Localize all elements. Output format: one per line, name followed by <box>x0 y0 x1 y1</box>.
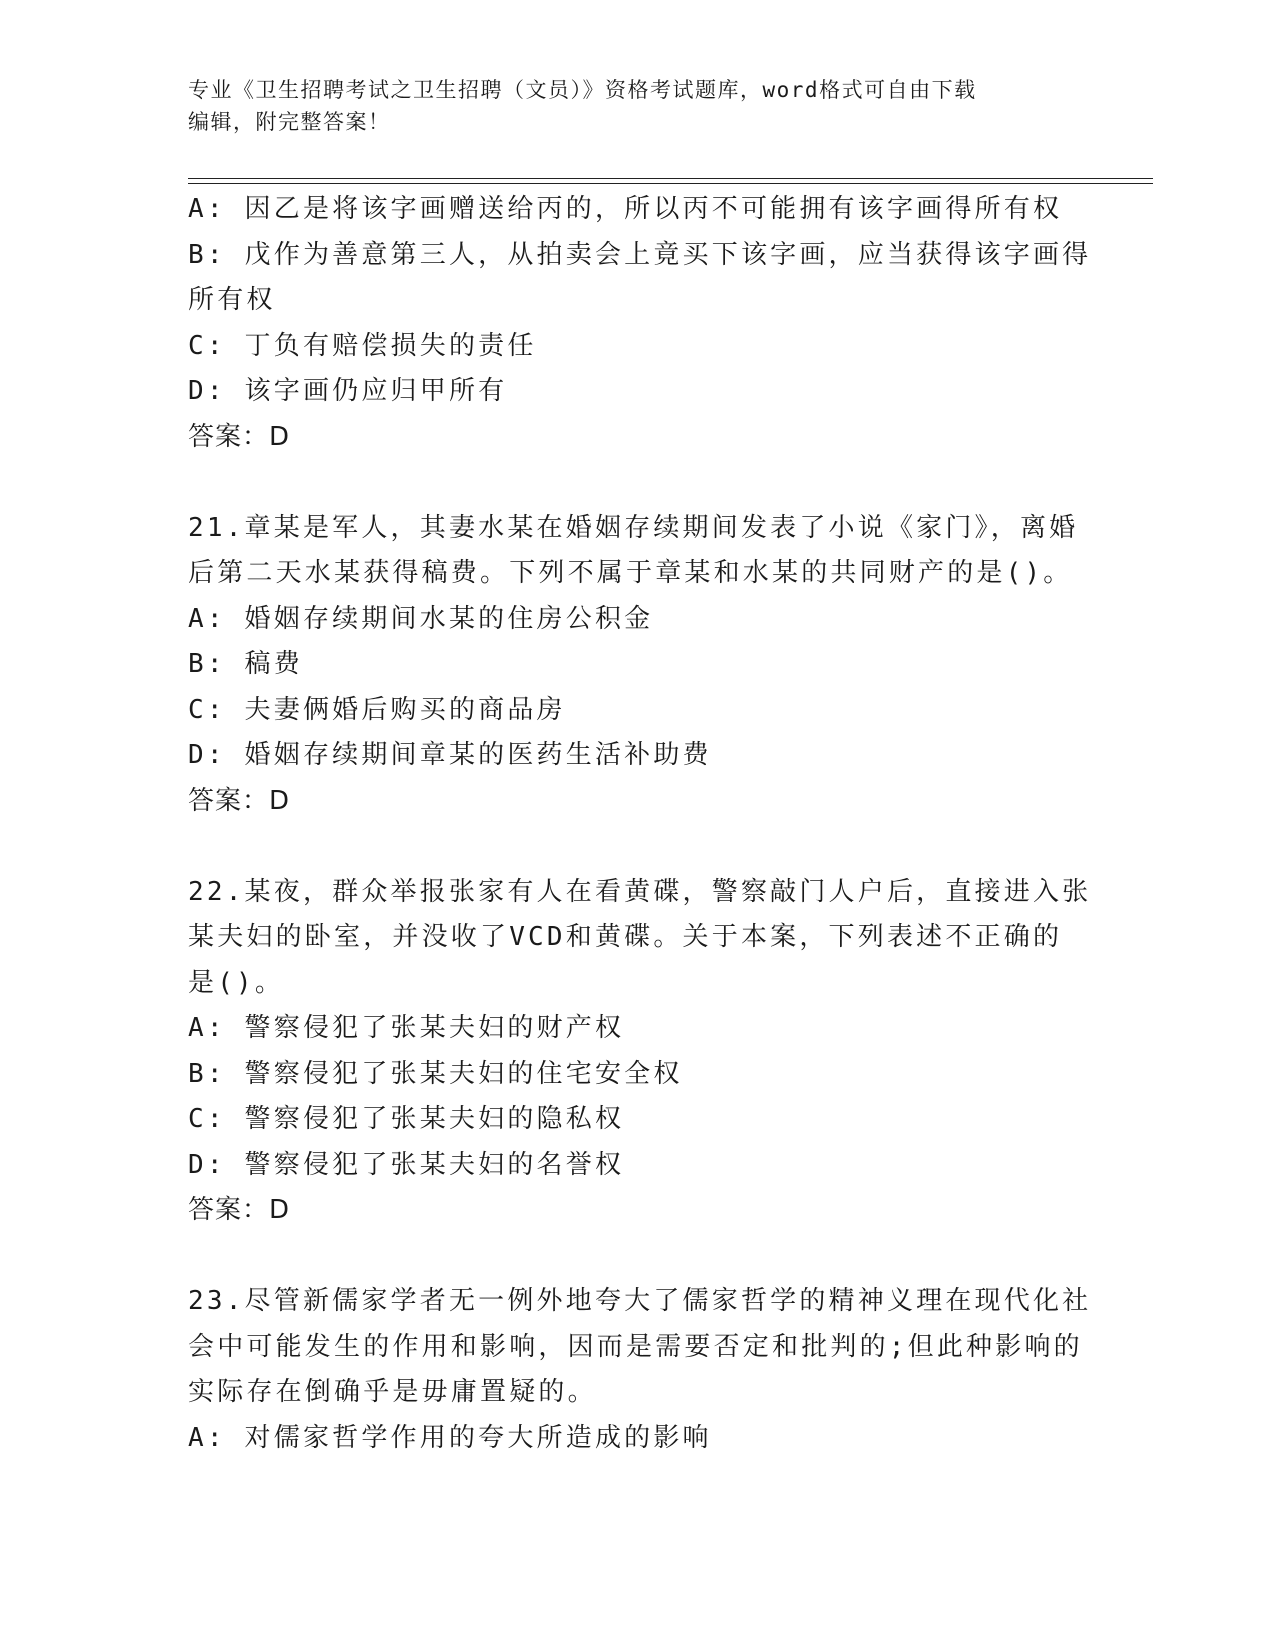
question-stem-line-1: 23.尽管新儒家学者无一例外地夸大了儒家哲学的精神义理在现代化社 <box>188 1286 1092 1316</box>
option-b: B: 警察侵犯了张某夫妇的住宅安全权 <box>188 1058 683 1089</box>
option-a: A: 警察侵犯了张某夫妇的财产权 <box>188 1013 625 1043</box>
option-c: C: 警察侵犯了张某夫妇的隐私权 <box>188 1104 625 1134</box>
option-a: A: 婚姻存续期间水某的住房公积金 <box>188 603 654 634</box>
document-header <box>188 74 1088 138</box>
question-stem-line-1: 21.章某是军人，其妻水某在婚姻存续期间发表了小说《家门》，离婚 <box>188 512 1079 543</box>
option-b: B: 稿费 <box>188 649 303 679</box>
header-divider-bottom <box>188 183 1153 184</box>
spacer <box>188 1234 1088 1280</box>
option-d: D: 警察侵犯了张某夫妇的名誉权 <box>188 1149 625 1180</box>
document-body <box>188 187 1092 1461</box>
question-stem-line-1: 22.某夜，群众举报张家有人在看黄碟，警察敲门人户后，直接进入张 <box>188 876 1092 907</box>
question-stem-line-3: 是()。 <box>188 967 285 998</box>
question-22-block <box>188 870 1092 1234</box>
option-d: D: 该字画仍应归甲所有 <box>188 376 508 406</box>
question-stem-line-2: 会中可能发生的作用和影响，因而是需要否定和批判的;但此种影响的 <box>188 1331 1083 1362</box>
answer-line: 答案：D <box>188 421 291 452</box>
question-stem-line-2: 某夫妇的卧室，并没收了VCD和黄碟。关于本案，下列表述不正确的 <box>188 922 1063 952</box>
spacer <box>188 460 1088 506</box>
header-line-2: 编辑，附完整答案！ <box>188 110 391 134</box>
option-c: C: 夫妻俩婚后购买的商品房 <box>188 694 566 725</box>
option-a: A: 对儒家哲学作用的夸大所造成的影响 <box>188 1422 712 1453</box>
question-stem-line-3: 实际存在倒确乎是毋庸置疑的。 <box>188 1377 597 1407</box>
question-stem-line-2: 后第二天水某获得稿费。下列不属于章某和水某的共同财产的是()。 <box>188 558 1073 588</box>
header-line-1: 专业《卫生招聘考试之卫生招聘（文员）》资格考试题库，word格式可自由下载 <box>188 78 977 102</box>
header-divider-top <box>188 178 1153 179</box>
option-d: D: 婚姻存续期间章某的医药生活补助费 <box>188 740 712 770</box>
option-b-continued: 所有权 <box>188 285 276 315</box>
spacer <box>188 824 1088 870</box>
option-c: C: 丁负有赔偿损失的责任 <box>188 330 537 361</box>
option-a: A: 因乙是将该字画赠送给丙的，所以丙不可能拥有该字画得所有权 <box>188 194 1063 224</box>
answer-line: 答案：D <box>188 785 291 816</box>
question-20-block <box>188 187 1092 460</box>
question-21-block <box>188 506 1088 825</box>
answer-line: 答案：D <box>188 1195 291 1225</box>
question-23-block <box>188 1279 1092 1461</box>
option-b: B: 戊作为善意第三人，从拍卖会上竟买下该字画，应当获得该字画得 <box>188 239 1092 270</box>
